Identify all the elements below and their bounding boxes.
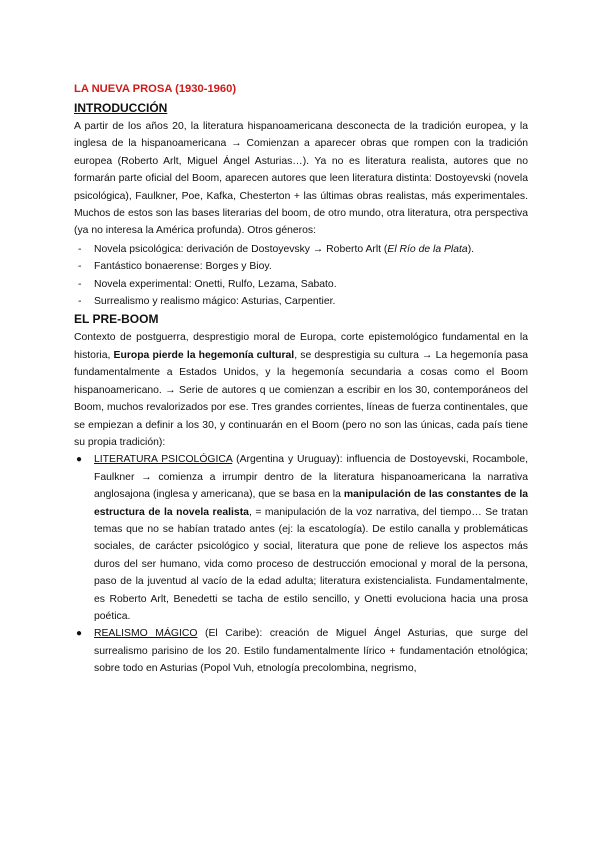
list-item: ● REALISMO MÁGICO (El Caribe): creación de Miguel Ángel Asturias, que surge del surrealismo parisino de los 20. Estilo fundamentalmente lírico + fundamentación etnológica; sobre todo en Asturias (Popol Vuh, etnología precolombina, negrismo, xyxy=(74,625,528,677)
list-item: - Novela psicológica: derivación de Dostoyevsky → Roberto Arlt (El Río de la Plata). xyxy=(74,241,528,258)
list-item: ● LITERATURA PSICOLÓGICA (Argentina y Uruguay): influencia de Dostoyevski, Rocambole, Faulkner → comienza a irrumpir dentro de la literatura hispanoamericana la narrativa anglosajona (inglesa y americana), que se basa en la manipulación de las constantes de la estructura de la novela realista, = manipulación de la voz narrativa, del tiempo… Se tratan temas que no se habían tratado antes (ej: la escatología). De estilo canalla y problemáticas sociales, de carácter psicológico y social, literatura que pone de relieve los aspectos más duros del ser humano, vida como proceso de destrucción emocional y moral de la persona, paso de la juventud al vacío de la edad adulta; literatura existencialista. Fundamentalmente, es Roberto Arlt, Benedetti se tacha de estilo sencillo, y Onetti evoluciona hacia una prosa poética. xyxy=(74,451,528,625)
preboom-paragraph: Contexto de postguerra, desprestigio moral de Europa, corte epistemológico fundamental en la historia, Europa pierde la hegemonía cultural, se desprestigia su cultura → La hegemonía pasa fundamentalmente a Estados Unidos, y la hegemonía secundaria a cosas como el Boom hispanoamericano. → Serie de autores q ue comienzan a escribir en los 30, contemporáneos del Boom, muchos revalorizados por ese. Tres grandes corrientes, líneas de fuerza continentales, que se empiezan a definir a los 30, y continuarán en el Boom (pero no son las únicas, cada país tiene su propia tradición): xyxy=(74,332,528,448)
list-item: - Novela experimental: Onetti, Rulfo, Lezama, Sabato. xyxy=(74,276,528,293)
intro-paragraph: A partir de los años 20, la literatura hispanoamericana desconecta de la tradición europea, y la inglesa de la hispanoamericana → Comienzan a aparecer obras que rompen con la tradición europea (Roberto Arlt, Miguel Ángel Asturias…). Ya no es literatura realista, autores que no formarán parte oficial del Boom, aparecen autores que leen literatura distinta: Dostoyevski (novela psicológica), Faulkner, Poe, Kafka, Chesterton + las últimas obras realistas, más experimentales. Muchos de estos son las bases literarias del boom, de otro mundo, otra literatura, otra perspectiva (ya no interesa la América profunda). Otros géneros: xyxy=(74,121,528,237)
genre-list xyxy=(74,241,528,311)
list-item: - Fantástico bonaerense: Borges y Bioy. xyxy=(74,258,528,275)
list-item: - Surrealismo y realismo mágico: Asturias, Carpentier. xyxy=(74,293,528,310)
bullet-icon: ● xyxy=(76,628,83,640)
page-content xyxy=(74,80,528,678)
current-label: REALISMO MÁGICO xyxy=(94,628,198,640)
bullet-icon: ● xyxy=(76,454,83,466)
section-heading-introduccion: INTRODUCCIÓN xyxy=(74,101,168,115)
document-title: LA NUEVA PROSA (1930-1960) xyxy=(74,83,237,95)
current-label: LITERATURA PSICOLÓGICA xyxy=(94,454,233,466)
currents-list xyxy=(74,451,528,677)
section-heading-preboom: EL PRE-BOOM xyxy=(74,312,159,327)
